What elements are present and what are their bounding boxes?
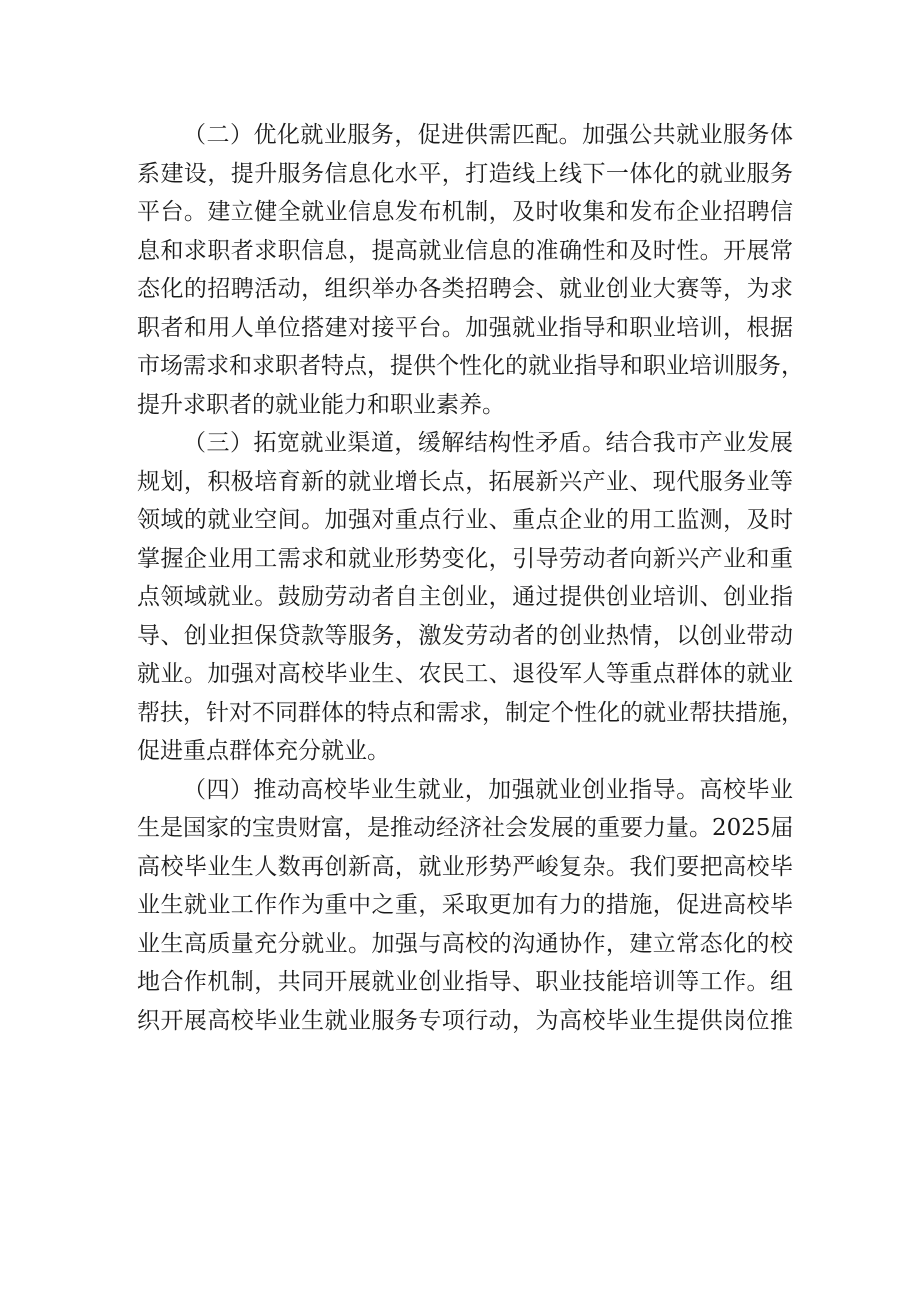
text-line: 地合作机制，共同开展就业创业指导、职业技能培训等工作。组	[137, 969, 793, 995]
text-line: 业生就业工作作为重中之重，采取更加有力的措施，促进高校毕	[137, 892, 793, 918]
text-line: 息和求职者求职信息，提高就业信息的准确性和及时性。开展常	[137, 237, 793, 264]
paragraph-graduate-employment	[137, 771, 793, 1041]
text-line: 促进重点群体充分就业。	[137, 738, 390, 764]
text-line: 织开展高校毕业生就业服务专项行动，为高校毕业生提供岗位推	[137, 1007, 793, 1034]
text-line: 职者和用人单位搭建对接平台。加强就业指导和职业培训，根据	[137, 314, 793, 341]
text-line: 掌握企业用工需求和就业形势变化，引导劳动者向新兴产业和重	[137, 545, 793, 572]
text-line: 就业。加强对高校毕业生、农民工、退役军人等重点群体的就业	[137, 661, 793, 687]
text-line: 态化的招聘活动，组织举办各类招聘会、就业创业大赛等，为求	[137, 276, 793, 302]
text-line: 平台。建立健全就业信息发布机制，及时收集和发布企业招聘信	[137, 199, 793, 225]
text-line: （二）优化就业服务，促进供需匹配。加强公共就业服务体	[183, 122, 793, 148]
text-line: 领域的就业空间。加强对重点行业、重点企业的用工监测，及时	[137, 507, 793, 533]
text-line: 规划，积极培育新的就业增长点，拓展新兴产业、现代服务业等	[137, 468, 793, 495]
text-line: 导、创业担保贷款等服务，激发劳动者的创业热情，以创业带动	[137, 622, 793, 649]
text-line: 帮扶，针对不同群体的特点和需求，制定个性化的就业帮扶措施，	[137, 699, 804, 726]
text-line: 市场需求和求职者特点，提供个性化的就业指导和职业培训服务，	[137, 353, 804, 379]
text-line: 高校毕业生人数再创新高，就业形势严峻复杂。我们要把高校毕	[137, 853, 793, 880]
text-line: 生是国家的宝贵财富，是推动经济社会发展的重要力量。2025届	[137, 815, 794, 841]
paragraph-optimize-services	[137, 116, 804, 424]
paragraph-expand-channels	[137, 424, 804, 771]
text-line: （三）拓宽就业渠道，缓解结构性矛盾。结合我市产业发展	[183, 430, 793, 456]
text-line: 系建设，提升服务信息化水平，打造线上线下一体化的就业服务	[137, 160, 793, 187]
text-line: （四）推动高校毕业生就业，加强就业创业指导。高校毕业	[183, 776, 793, 803]
text-line: 点领域就业。鼓励劳动者自主创业，通过提供创业培训、创业指	[137, 584, 793, 610]
body-text	[137, 116, 804, 1040]
text-line: 提升求职者的就业能力和职业素养。	[137, 391, 505, 418]
text-line: 业生高质量充分就业。加强与高校的沟通协作，建立常态化的校	[137, 930, 793, 957]
